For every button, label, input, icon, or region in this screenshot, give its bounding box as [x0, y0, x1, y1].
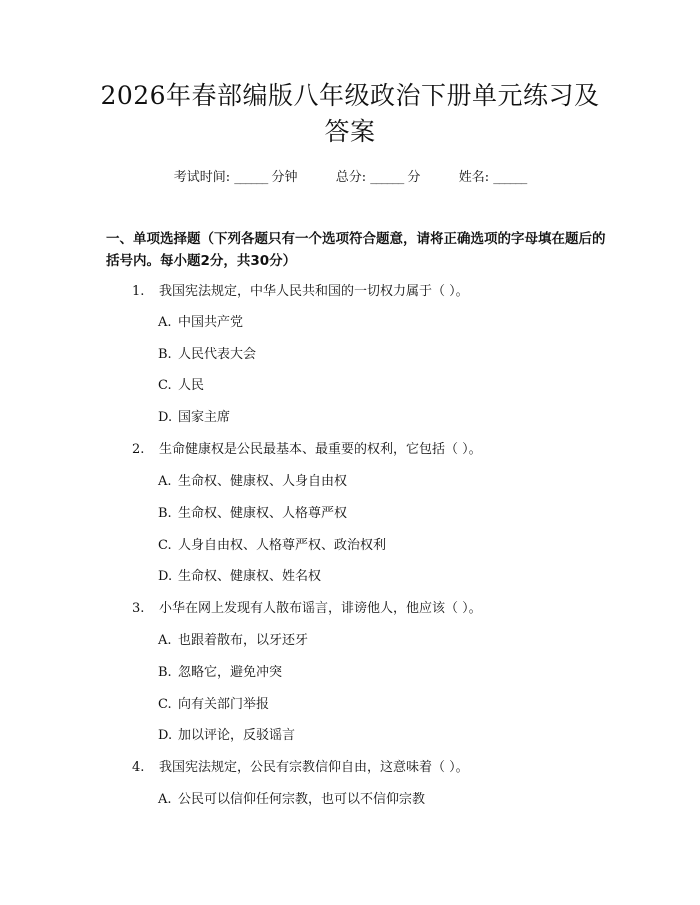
option-letter: C.	[158, 697, 172, 712]
time-label: 考试时间:	[173, 170, 231, 185]
option-text: 国家主席	[178, 410, 231, 425]
option-letter: B.	[158, 506, 172, 521]
option-text: 加以评论，反驳谣言	[178, 728, 296, 743]
option-text: 公民可以信仰任何宗教，也可以不信仰宗教	[178, 792, 426, 807]
section-heading: 一、单项选择题（下列各题只有一个选项符合题意，请将正确选项的字母填在题后的括号内。每小题2分，共30分）	[106, 231, 606, 269]
option-2c	[158, 536, 386, 556]
question-text: 生命健康权是公民最基本、最重要的权利，它包括（ ）。	[159, 442, 482, 457]
option-text: 人民代表大会	[178, 347, 257, 362]
option-letter: B.	[158, 347, 172, 362]
question-1	[132, 282, 469, 302]
option-letter: A.	[158, 633, 172, 648]
question-number: 1.	[132, 284, 145, 299]
score-blank: ______	[370, 170, 404, 185]
option-letter: B.	[158, 665, 172, 680]
option-letter: A.	[158, 792, 172, 807]
question-4	[132, 758, 469, 778]
name-blank: ______	[493, 170, 527, 185]
option-1a	[158, 313, 243, 333]
option-2a	[158, 472, 347, 492]
option-3b	[158, 663, 282, 683]
option-3a	[158, 631, 308, 651]
option-3c	[158, 695, 269, 715]
option-letter: C.	[158, 378, 172, 393]
question-text: 小华在网上发现有人散布谣言，诽谤他人，他应该（ ）。	[159, 601, 482, 616]
question-number: 3.	[132, 601, 145, 616]
option-4a	[158, 790, 425, 810]
option-letter: A.	[158, 474, 172, 489]
question-text: 我国宪法规定，中华人民共和国的一切权力属于（ ）。	[159, 284, 469, 299]
question-3	[132, 599, 482, 619]
option-text: 生命权、健康权、人身自由权	[178, 474, 348, 489]
question-number: 4.	[132, 760, 145, 775]
option-1b	[158, 345, 256, 365]
question-2	[132, 440, 482, 460]
option-letter: D.	[158, 728, 173, 743]
option-letter: D.	[158, 410, 173, 425]
option-text: 忽略它，避免冲突	[178, 665, 283, 680]
name-label: 姓名:	[458, 170, 490, 185]
title-line-2: 答案	[324, 117, 376, 146]
option-text: 人身自由权、人格尊严权、政治权利	[178, 538, 387, 553]
page-title	[0, 78, 700, 150]
option-text: 也跟着散布，以牙还牙	[178, 633, 309, 648]
time-unit: 分钟	[271, 170, 298, 185]
option-text: 中国共产党	[178, 315, 244, 330]
option-1d	[158, 408, 230, 428]
option-text: 生命权、健康权、姓名权	[178, 569, 322, 584]
option-3d	[158, 726, 295, 746]
question-text: 我国宪法规定，公民有宗教信仰自由，这意味着（ ）。	[159, 760, 469, 775]
title-line-1: 2026年春部编版八年级政治下册单元练习及	[100, 81, 600, 110]
option-text: 生命权、健康权、人格尊严权	[178, 506, 348, 521]
time-blank: ______	[234, 170, 268, 185]
option-text: 向有关部门举报	[178, 697, 270, 712]
option-2b	[158, 504, 347, 524]
option-letter: C.	[158, 538, 172, 553]
option-letter: D.	[158, 569, 173, 584]
question-number: 2.	[132, 442, 145, 457]
score-label: 总分:	[335, 170, 367, 185]
option-text: 人民	[178, 378, 205, 393]
option-1c	[158, 376, 204, 396]
exam-info-line	[0, 168, 700, 188]
option-2d	[158, 567, 321, 587]
option-letter: A.	[158, 315, 172, 330]
score-unit: 分	[407, 170, 421, 185]
